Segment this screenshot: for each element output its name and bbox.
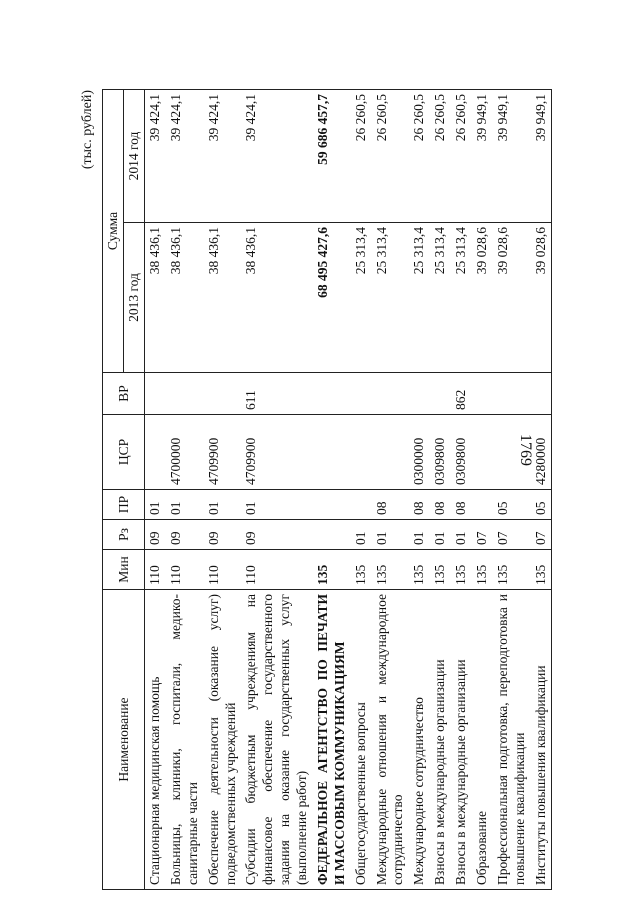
- row-2014: 39 424,1: [145, 89, 166, 222]
- row-pr: 01: [241, 490, 313, 520]
- table-row: [166, 89, 204, 889]
- row-2013: 25 313,4: [351, 223, 372, 373]
- row-2013: 38 436,1: [166, 223, 204, 373]
- row-name: Обеспечение деятельности (оказание услуг) подведомственных учреждений: [204, 590, 242, 890]
- row-vr: [409, 373, 430, 415]
- row-csr: 4709900: [204, 415, 242, 490]
- row-pr: [472, 490, 493, 520]
- row-rz: 09: [204, 520, 242, 550]
- row-vr: [372, 373, 410, 415]
- row-min: 135: [493, 550, 531, 590]
- row-rz: 09: [241, 520, 313, 550]
- table-row: [204, 89, 242, 889]
- row-2013: 25 313,4: [409, 223, 430, 373]
- row-vr: 862: [451, 373, 472, 415]
- row-rz: 01: [351, 520, 372, 550]
- row-vr: [430, 373, 451, 415]
- budget-table: [102, 89, 552, 890]
- header-rz: Рз: [103, 520, 145, 550]
- row-rz: 01: [430, 520, 451, 550]
- row-csr: [145, 415, 166, 490]
- row-2013: 38 436,1: [145, 223, 166, 373]
- row-min: 135: [451, 550, 472, 590]
- table-row: [241, 89, 313, 889]
- row-2013: 38 436,1: [241, 223, 313, 373]
- row-2014: 39 424,1: [204, 89, 242, 222]
- table-row: [145, 89, 166, 889]
- row-2013: 68 495 427,6: [313, 223, 351, 373]
- row-rz: 01: [451, 520, 472, 550]
- row-pr: 08: [451, 490, 472, 520]
- row-2014: 26 260,5: [351, 89, 372, 222]
- row-csr: [472, 415, 493, 490]
- table-header: [103, 89, 145, 889]
- row-2014: 26 260,5: [409, 89, 430, 222]
- row-min: 135: [409, 550, 430, 590]
- table-row: [531, 89, 552, 889]
- header-pr: ПР: [103, 490, 145, 520]
- table-row: [372, 89, 410, 889]
- row-2014: 26 260,5: [372, 89, 410, 222]
- table-row: [351, 89, 372, 889]
- row-vr: [145, 373, 166, 415]
- row-vr: 611: [241, 373, 313, 415]
- row-min: 135: [351, 550, 372, 590]
- row-2014: 59 686 457,7: [313, 89, 351, 222]
- row-rz: 09: [166, 520, 204, 550]
- row-vr: [493, 373, 531, 415]
- row-min: 135: [472, 550, 493, 590]
- row-rz: 09: [145, 520, 166, 550]
- row-csr: 4709900: [241, 415, 313, 490]
- row-2013: 39 028,6: [472, 223, 493, 373]
- row-pr: 08: [409, 490, 430, 520]
- header-min: Мин: [103, 550, 145, 590]
- header-vr: ВР: [103, 373, 145, 415]
- row-name: Взносы в международные организации: [430, 590, 451, 890]
- row-rz: 07: [531, 520, 552, 550]
- row-2014: 39 424,1: [166, 89, 204, 222]
- row-name: Международное сотрудничество: [409, 590, 430, 890]
- row-csr: 0309800: [451, 415, 472, 490]
- row-csr: 4700000: [166, 415, 204, 490]
- header-sum: Сумма: [103, 89, 124, 372]
- row-2014: 39 424,1: [241, 89, 313, 222]
- row-2013: 25 313,4: [430, 223, 451, 373]
- row-2014: 39 949,1: [472, 89, 493, 222]
- row-name: Стационарная медицинская помощь: [145, 590, 166, 890]
- row-vr: [351, 373, 372, 415]
- row-name: Общегосударственные вопросы: [351, 590, 372, 890]
- row-pr: 01: [145, 490, 166, 520]
- table-row: [472, 89, 493, 889]
- header-csr: ЦСР: [103, 415, 145, 490]
- row-pr: [313, 490, 351, 520]
- table-row: [313, 89, 351, 889]
- row-vr: [204, 373, 242, 415]
- table-body: [145, 89, 552, 889]
- row-min: 135: [313, 550, 351, 590]
- row-min: 135: [430, 550, 451, 590]
- page-number: 1769: [517, 434, 534, 466]
- row-name: Профессиональная подготовка, переподготовка и повышение квалификации: [493, 590, 531, 890]
- row-2013: 25 313,4: [372, 223, 410, 373]
- row-2014: 26 260,5: [451, 89, 472, 222]
- row-2014: 26 260,5: [430, 89, 451, 222]
- row-name: Больницы, клиники, госпитали, медико-санитарные части: [166, 590, 204, 890]
- table-row: [493, 89, 531, 889]
- row-csr: 0309800: [430, 415, 451, 490]
- row-2013: 38 436,1: [204, 223, 242, 373]
- header-2014: 2014 год: [124, 89, 145, 222]
- row-pr: 05: [493, 490, 531, 520]
- row-vr: [313, 373, 351, 415]
- row-pr: 05: [531, 490, 552, 520]
- row-pr: 08: [430, 490, 451, 520]
- row-csr: [493, 415, 531, 490]
- row-name: Образование: [472, 590, 493, 890]
- row-pr: [351, 490, 372, 520]
- row-2014: 39 949,1: [531, 89, 552, 222]
- row-csr: [351, 415, 372, 490]
- row-pr: 01: [204, 490, 242, 520]
- table-row: [451, 89, 472, 889]
- row-min: 135: [531, 550, 552, 590]
- row-csr: 0300000: [409, 415, 430, 490]
- table-row: [409, 89, 430, 889]
- rotated-page: [80, 90, 550, 890]
- units-note: (тыс. рублей): [80, 90, 95, 170]
- row-min: 110: [166, 550, 204, 590]
- row-csr: [313, 415, 351, 490]
- row-rz: 01: [409, 520, 430, 550]
- row-name: Взносы в международные организации: [451, 590, 472, 890]
- row-csr: 4280000: [531, 415, 552, 490]
- row-2013: 25 313,4: [451, 223, 472, 373]
- row-name: ФЕДЕРАЛЬНОЕ АГЕНТСТВО ПО ПЕЧАТИ И МАССОВЫМ КОММУНИКАЦИЯМ: [313, 590, 351, 890]
- row-pr: 08: [372, 490, 410, 520]
- row-rz: 07: [472, 520, 493, 550]
- row-name: Институты повышения квалификации: [531, 590, 552, 890]
- header-name: Наименование: [103, 590, 145, 890]
- row-2013: 39 028,6: [531, 223, 552, 373]
- table-row: [430, 89, 451, 889]
- row-vr: [166, 373, 204, 415]
- row-vr: [472, 373, 493, 415]
- row-vr: [531, 373, 552, 415]
- row-rz: 01: [372, 520, 410, 550]
- row-rz: [313, 520, 351, 550]
- row-min: 110: [241, 550, 313, 590]
- row-csr: [372, 415, 410, 490]
- row-min: 135: [372, 550, 410, 590]
- row-name: Субсидии бюджетным учреждениям на финансовое обеспечение государственного задания на оказание государственных услуг (выполнение работ): [241, 590, 313, 890]
- row-min: 110: [145, 550, 166, 590]
- row-2013: 39 028,6: [493, 223, 531, 373]
- row-min: 110: [204, 550, 242, 590]
- row-name: Международные отношения и международное сотрудничество: [372, 590, 410, 890]
- row-pr: 01: [166, 490, 204, 520]
- row-rz: 07: [493, 520, 531, 550]
- header-2013: 2013 год: [124, 223, 145, 373]
- row-2014: 39 949,1: [493, 89, 531, 222]
